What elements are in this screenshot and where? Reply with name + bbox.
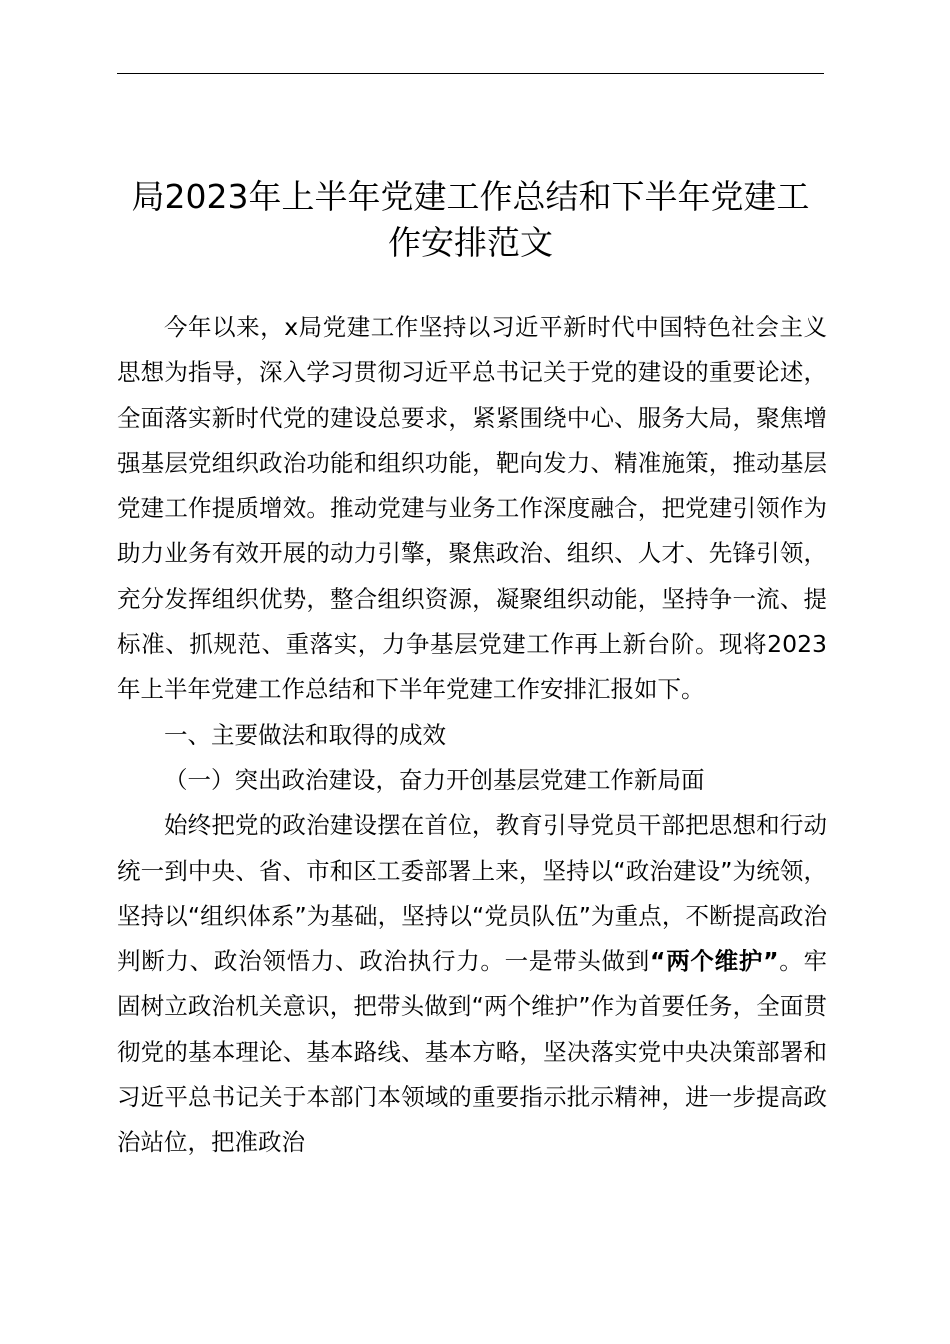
paragraph-text: 。牢固树立政治机关意识，把带头做到“两个维护”作为首要任务，全面贯彻党的基本理论、基本路线、基本方略，坚决落实党中央决策部署和习近平总书记关于本部门本领域的重要指示批示精神，进一步提高政治站位，把准政治 [117, 947, 828, 1157]
body-paragraph-2 [117, 803, 827, 1165]
emphasis-text: “两个维护” [650, 947, 779, 976]
document-title: 局2023年上半年党建工作总结和下半年党建工作安排范文 [131, 177, 810, 262]
section-heading-2: （一）突出政治建设，奋力开创基层党建工作新局面 [164, 765, 705, 794]
section-heading-1: 一、主要做法和取得的成效 [164, 720, 446, 749]
document-body [117, 305, 827, 1166]
intro-paragraph: 今年以来，x局党建工作坚持以习近平新时代中国特色社会主义思想为指导，深入学习贯彻习近平总书记关于党的建设的重要论述，全面落实新时代党的建设总要求，紧紧围绕中心、服务大局，聚焦增强基层党组织政治功能和组织功能，靶向发力、精准施策，推动基层党建工作提质增效。推动党建与业务工作深度融合，把党建引领作为助力业务有效开展的动力引擎，聚焦政治、组织、人才、先锋引领，充分发挥组织优势，整合组织资源，凝聚组织动能，坚持争一流、提标准、抓规范、重落实，力争基层党建工作再上新台阶。现将2023年上半年党建工作总结和下半年党建工作安排汇报如下。 [117, 313, 827, 704]
paragraph-text: 始终把党的政治建设摆在首位，教育引导党员干部把思想和行动统一到中央、省、市和区工委部署上来，坚持以“政治建设”为统领，坚持以“组织体系”为基础，坚持以“党员队伍”为重点，不断提高政治判断力、政治领悟力、政治执行力。一是带头做到 [117, 811, 827, 976]
header-rule [117, 73, 824, 74]
